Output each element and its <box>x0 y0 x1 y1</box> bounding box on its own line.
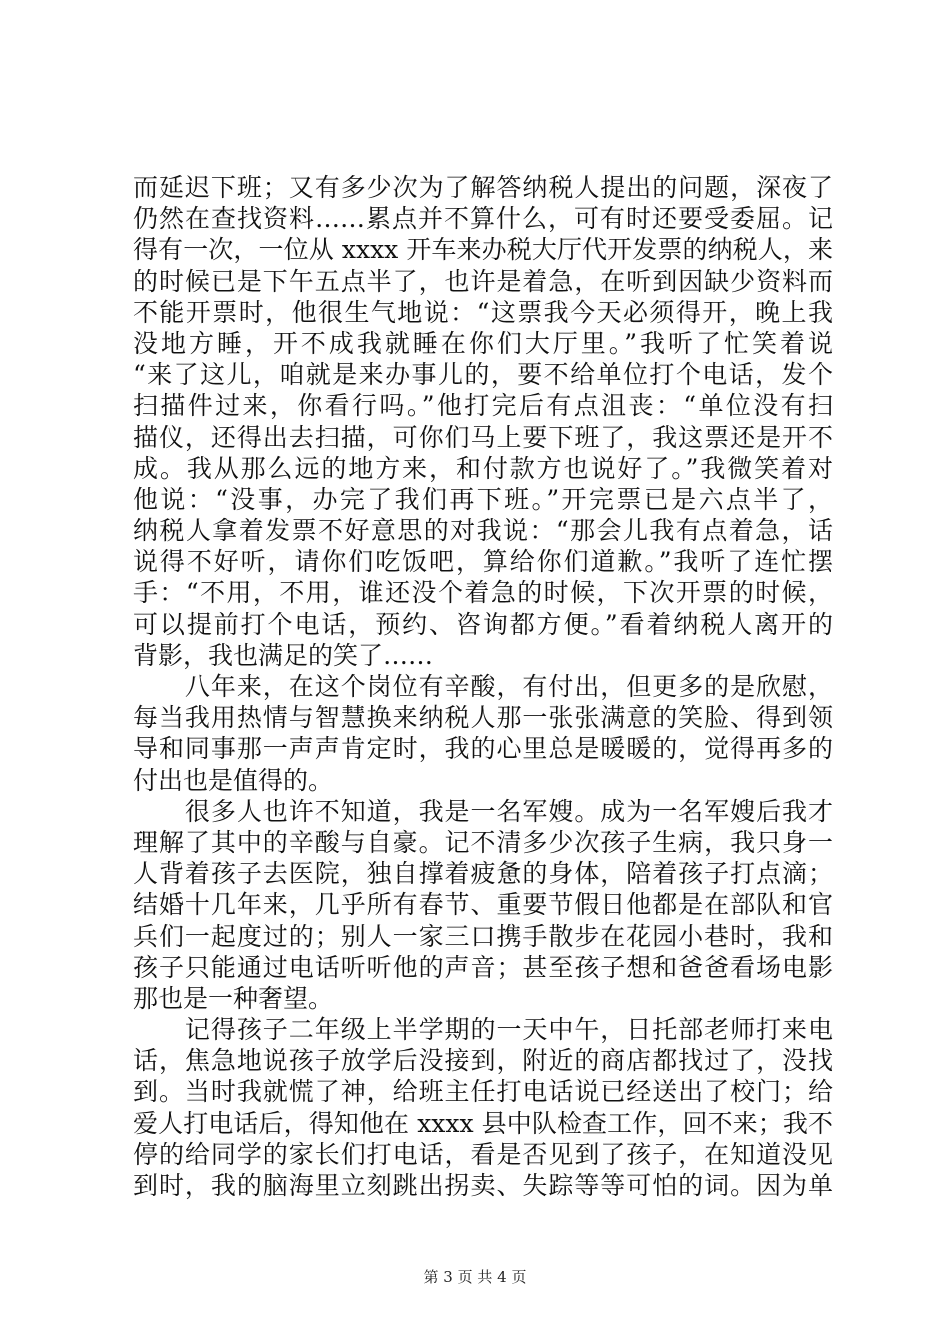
text-line: 而延迟下班；又有多少次为了解答纳税人提出的问题，深夜了 <box>133 173 833 202</box>
text-line: 扫描件过来，你看行吗。”他打完后有点沮丧：“单位没有扫 <box>133 391 833 421</box>
text-line: 到。当时我就慌了神，给班主任打电话说已经送出了校门；给 <box>133 1077 833 1107</box>
page-number: 第 3 页 共 4 页 <box>423 1268 527 1286</box>
text-line: 那也是一种奢望。 <box>133 983 334 1013</box>
text-line: 不能开票时，他很生气地说：“这票我今天必须得开，晚上我 <box>133 297 833 327</box>
text-line: 导和同事那一声声肯定时，我的心里总是暖暖的，觉得再多的 <box>133 734 833 764</box>
text-line: 纳税人拿着发票不好意思的对我说：“那会儿我有点着急，话 <box>133 516 833 546</box>
text-line: 付出也是值得的。 <box>133 765 334 795</box>
text-line: 没地方睡，开不成我就睡在你们大厅里。”我听了忙笑着说 <box>133 328 833 358</box>
text-line: 停的给同学的家长们打电话，看是否见到了孩子，在知道没见 <box>133 1139 833 1169</box>
text-line: 孩子只能通过电话听听他的声音；甚至孩子想和爸爸看场电影 <box>133 952 833 982</box>
text-line: 爱人打电话后，得知他在 xxxx 县中队检查工作，回不来；我不 <box>133 1108 833 1138</box>
text-line: 每当我用热情与智慧换来纳税人那一张张满意的笑脸、得到领 <box>133 703 833 733</box>
body-text <box>133 172 833 1201</box>
text-line: 八年来，在这个岗位有辛酸，有付出，但更多的是欣慰， <box>133 672 833 701</box>
text-line: 得有一次，一位从 xxxx 开车来办税大厅代开发票的纳税人，来 <box>133 235 833 265</box>
text-line: 的时候已是下午五点半了，也许是着急，在听到因缺少资料而 <box>133 266 833 296</box>
text-line: 说得不好听，请你们吃饭吧，算给你们道歉。”我听了连忙摆 <box>133 547 833 577</box>
text-line: 描仪，还得出去扫描，可你们马上要下班了，我这票还是开不 <box>133 422 833 452</box>
text-line: 话，焦急地说孩子放学后没接到，附近的商店都找过了，没找 <box>133 1046 833 1076</box>
text-line: 仍然在查找资料……累点并不算什么，可有时还要受委屈。记 <box>133 204 833 234</box>
text-line: 到时，我的脑海里立刻跳出拐卖、失踪等等可怕的词。因为单 <box>133 1171 833 1200</box>
text-line: 兵们一起度过的；别人一家三口携手散步在花园小巷时，我和 <box>133 921 833 951</box>
text-line: 背影，我也满足的笑了…… <box>133 640 434 670</box>
text-line: “来了这儿，咱就是来办事儿的，要不给单位打个电话，发个 <box>133 360 833 390</box>
text-line: 手：“不用，不用，谁还没个着急的时候，下次开票的时候， <box>133 578 833 608</box>
text-line: 理解了其中的辛酸与自豪。记不清多少次孩子生病，我只身一 <box>133 827 833 857</box>
page-footer <box>0 1267 950 1287</box>
text-line: 结婚十几年来，几乎所有春节、重要节假日他都是在部队和官 <box>133 890 833 920</box>
text-line: 成。我从那么远的地方来，和付款方也说好了。”我微笑着对 <box>133 453 833 483</box>
text-line: 很多人也许不知道，我是一名军嫂。成为一名军嫂后我才 <box>133 796 833 826</box>
text-line: 可以提前打个电话，预约、咨询都方便。”看着纳税人离开的 <box>133 609 833 639</box>
text-line: 他说：“没事，办完了我们再下班。”开完票已是六点半了， <box>133 484 833 514</box>
text-line: 人背着孩子去医院，独自撑着疲惫的身体，陪着孩子打点滴； <box>133 859 833 889</box>
text-line: 记得孩子二年级上半学期的一天中午，日托部老师打来电 <box>133 1015 833 1045</box>
